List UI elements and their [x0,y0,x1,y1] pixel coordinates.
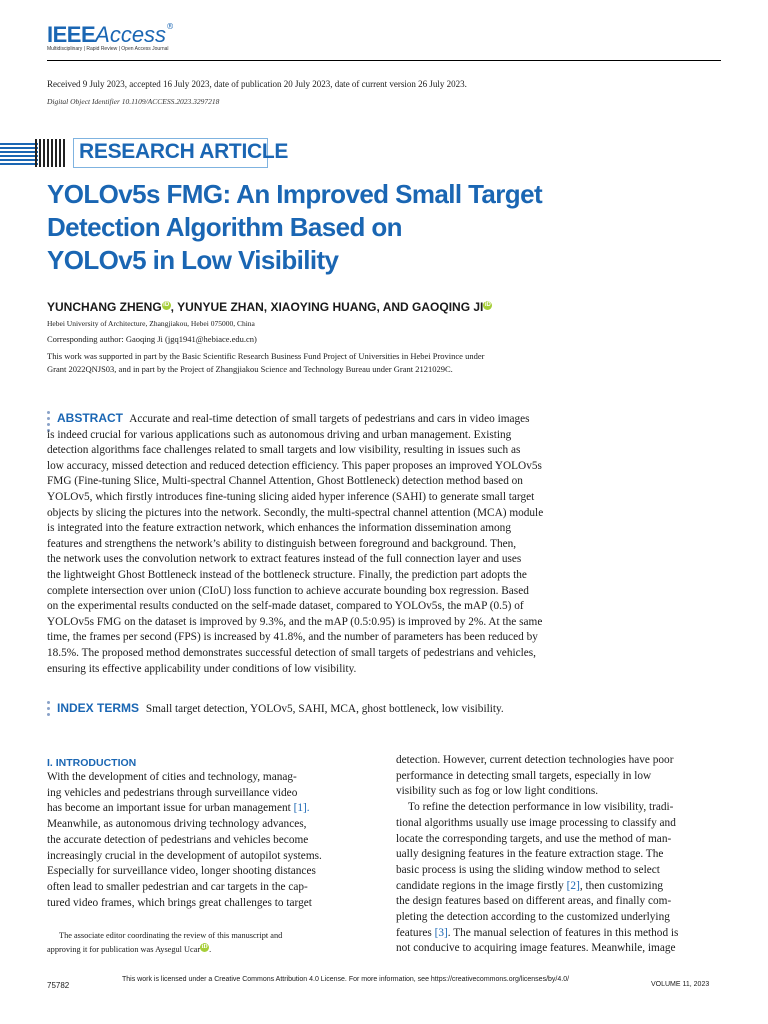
logo-access: Access [95,22,167,47]
citation-link[interactable]: [3] [434,926,448,939]
abstract-line: detection algorithms face challenges related to small targets and low visibility, resulting in issues such as [47,444,521,457]
license-notice[interactable]: This work is licensed under a Creative Commons Attribution 4.0 License. For more information, see https://creativecommons.org/licenses/by/4.0/ [122,976,570,983]
body-line: increasingly crucial in the development of autopilot systems. [47,849,322,862]
abstract-label: ABSTRACT [57,411,123,425]
body-line: basic process is using the sliding window method to select [396,863,660,876]
body-line: performance in detecting small targets, especially in low [396,769,652,782]
body-line: pleting the detection according to the customized underlying [396,911,670,924]
article-type-banner: RESEARCH ARTICLE [79,140,289,163]
abstract-line: the network uses the convolution network to extract features instead of the full connection layer and uses [47,553,522,566]
index-terms-label: INDEX TERMS [57,701,140,715]
abstract-line: YOLOv5s FMG on the dataset is improved by 9.3%, and the mAP (0.5:0.95) is improved by 2%. At the same [47,615,543,628]
journal-logo: IEEEAccess® [47,22,175,47]
title-line: YOLOv5s FMG: An Improved Small Target [47,179,543,209]
orcid-icon[interactable]: iD [484,302,491,308]
abstract-line: YOLOv5, which firstly introduces fine-tuning slicing aided hyper inference (SAHI) to generate small target [47,490,535,503]
abstract-line: Accurate and real-time detection of small targets of pedestrians and cars in video images [129,413,530,425]
abstract-line: 18.5%. The proposed method demonstrates successful detection of small targets of pedestrians and vehicles, [47,646,536,659]
paper-title [47,178,607,277]
abstract-line: complete intersection over union (CIoU) loss function to achieve accurate bounding box regression. Based [47,584,529,597]
body-line: the design features based on different areas, and finally com- [396,895,672,908]
abstract-line: is indeed crucial for various applications such as autonomous driving and urban management. Existing [47,428,512,441]
abstract-line: time, the frames per second (FPS) is increased by 41.8%, and the number of parameters has been reduced by [47,631,538,644]
body-line: features [3]. The manual selection of features in this method is [396,926,679,939]
body-line: Especially for surveillance video, longer shooting distances [47,865,316,878]
author-list [47,300,492,314]
citation-link[interactable]: [1]. [293,802,310,815]
intro-left-column [47,770,371,911]
abstract-line: the lightweight Ghost Bottleneck instead of the bottleneck structure. Finally, the prediction part adopts the [47,568,527,581]
title-line: YOLOv5 in Low Visibility [47,245,339,275]
intro-right-column [396,753,720,957]
body-line: candidate regions in the image firstly [2], then customizing [396,879,663,892]
doi-line: Digital Object Identifier 10.1109/ACCESS.2023.3297218 [47,97,220,106]
index-terms-text: Small target detection, YOLOv5, SAHI, MCA, ghost bottleneck, low visibility. [145,703,504,715]
funding-line: This work was supported in part by the Basic Scientific Research Business Fund Project of Universities in Hebei Province under [47,351,485,361]
body-line: locate the corresponding targets, and use the method of man- [396,832,672,845]
body-line: the accurate detection of pedestrians and vehicles become [47,833,309,846]
abstract-line: FMG (Fine-tuning Slice, Multi-spectral Channel Attention, Ghost Bottleneck) detection method based on [47,475,523,488]
citation-link[interactable]: [2] [566,879,580,892]
body-line: detection. However, current detection technologies have poor [396,754,674,766]
footnote-line: The associate editor coordinating the review of this manuscript and [59,931,283,940]
corresponding-author: Corresponding author: Gaoqing Ji (jgq1941@hebiace.edu.cn) [47,334,257,344]
index-terms [57,701,504,715]
title-line: Detection Algorithm Based on [47,212,402,242]
body-line: ing vehicles and pedestrians through surveillance video [47,786,298,799]
abstract-line: on the experimental results conducted on the self-made dataset, compared to YOLOv5s, the mAP (0.5) of [47,600,524,613]
section-heading: I. INTRODUCTION [47,757,137,769]
body-line: ually designing features in the feature extraction stage. The [396,848,664,861]
logo-ieee: IEEE [47,22,96,47]
affiliation: Hebei University of Architecture, Zhangjiakou, Hebei 075000, China [47,319,255,328]
body-line: often lead to smaller pedestrian and car targets in the cap- [47,880,308,893]
body-line: not conducive to acquiring image features. Meanwhile, image [396,942,676,955]
footnote-line: approving it for publication was Aysegul Ucar iD . [47,944,212,954]
funding-statement [47,350,607,375]
body-line: visibility such as fog or low light conditions. [396,785,599,798]
orcid-icon[interactable]: iD [163,302,170,308]
body-line: tured video frames, which brings great challenges to target [47,896,312,909]
header-divider [47,60,721,61]
author-rest: , YUNYUE ZHAN, XIAOYING HUANG, AND GAOQING JI [170,300,484,314]
abstract-line: ensuring its effective applicability under conditions of low visibility. [47,662,357,675]
page-number: 75782 [47,981,70,990]
abstract-line: features and strengthens the network’s ability to distinguish between foreground and background. Then, [47,537,517,550]
funding-line: Grant 2022QNJS03, and in part by the Project of Zhangjiakou Science and Technology Bureau under Grant 2121029C. [47,363,453,374]
received-dates: Received 9 July 2023, accepted 16 July 2023, date of publication 20 July 2023, date of current version 26 July 2023. [47,79,467,89]
abstract-line: objects by slicing the pictures into the network. Secondly, the multi-spectral channel attention (MCA) module [47,506,544,519]
journal-tagline: Multidisciplinary | Rapid Review | Open Access Journal [47,46,169,52]
body-line: With the development of cities and technology, manag- [47,771,297,783]
body-line: To refine the detection performance in low visibility, tradi- [408,801,674,814]
index-terms-dots-icon [47,701,51,721]
abstract [47,411,627,677]
body-line: has become an important issue for urban management [1]. [47,802,310,815]
body-line: tional algorithms usually use image processing to classify and [396,816,676,829]
orcid-icon[interactable]: iD [201,944,208,951]
abstract-line: is integrated into the feature extraction network, which enhances the information dissemination among [47,522,511,535]
abstract-line: low accuracy, missed detection and reduced detection efficiency. This paper proposes an improved YOLOv5s [47,459,542,472]
body-line: Meanwhile, as autonomous driving technology advances, [47,818,307,831]
author-first: YUNCHANG ZHENG [47,300,162,314]
volume-label: VOLUME 11, 2023 [651,981,710,988]
editor-footnote [47,929,371,957]
banner-bars-icon [35,139,71,167]
